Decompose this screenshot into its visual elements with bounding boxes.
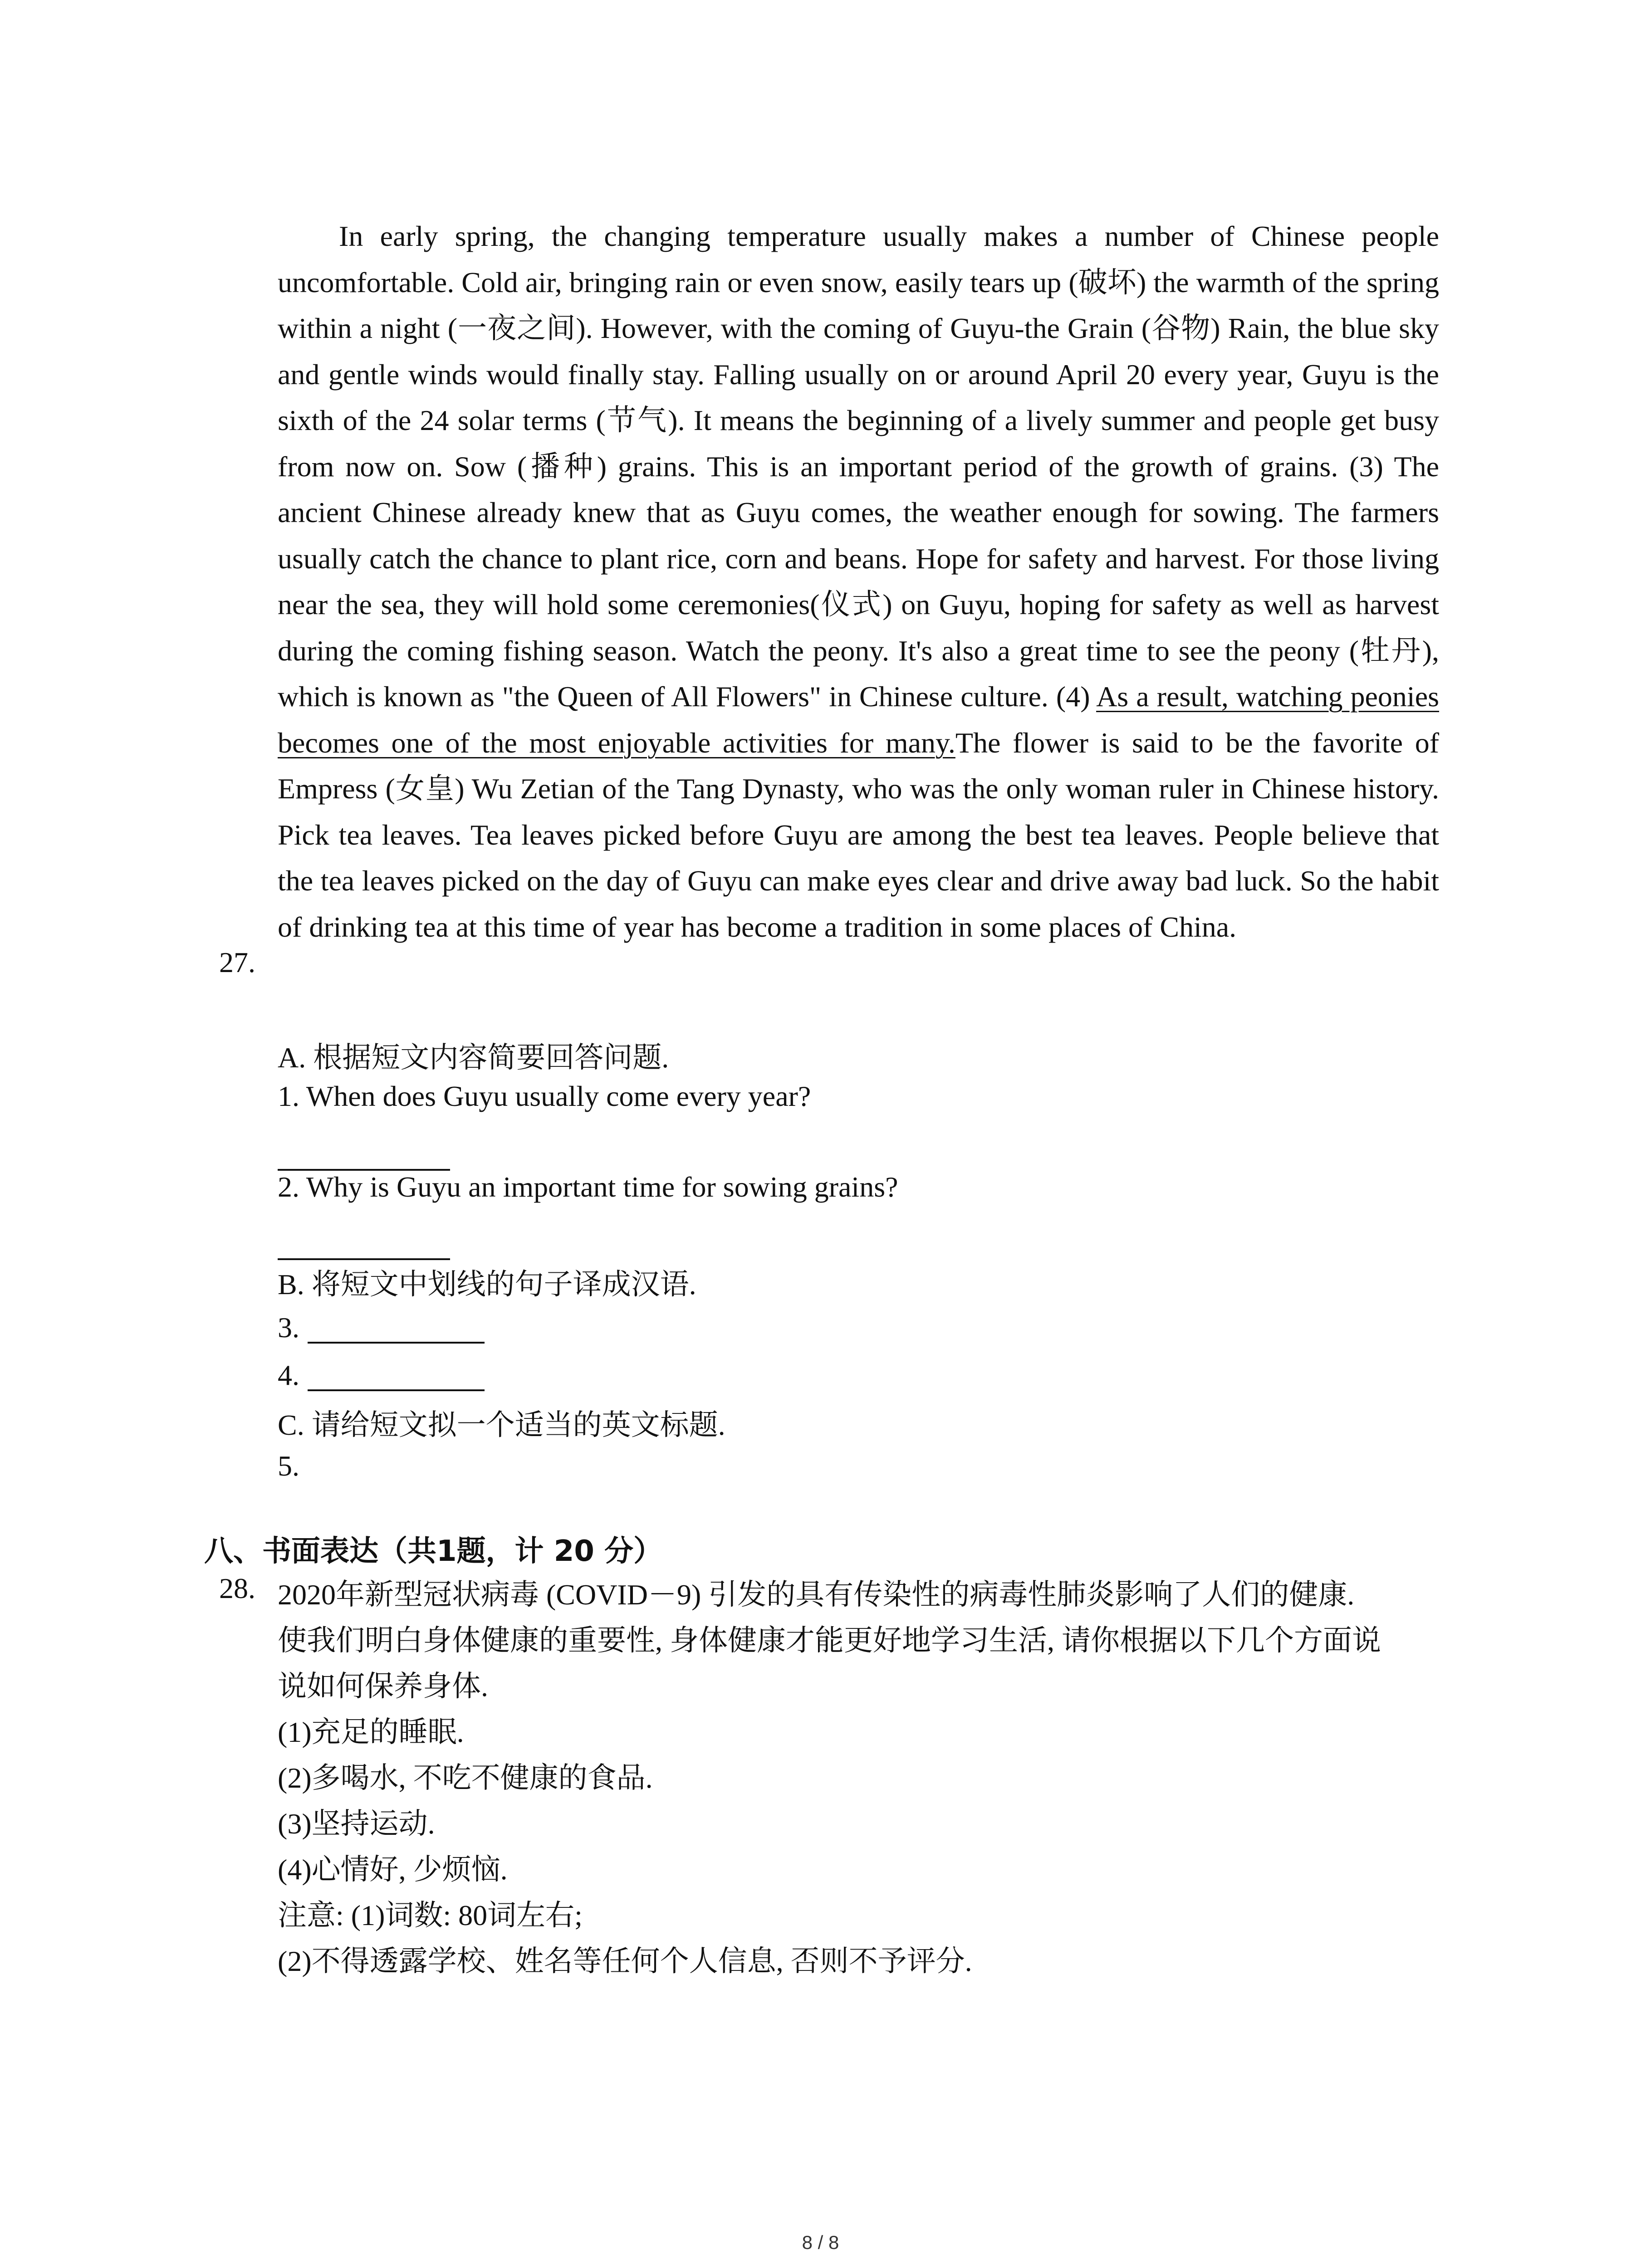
q28-line: 注意: (1)词数: 80词左右; <box>278 1899 583 1931</box>
question-5: 5. <box>278 1450 299 1482</box>
q28-line: (1)充足的睡眠. <box>278 1716 464 1748</box>
q27-number: 27. <box>219 946 255 978</box>
q28-line: (4)心情好, 少烦恼. <box>278 1853 508 1886</box>
passage-text-after-underline: The flower is said to be the favorite of Empress (女皇) Wu Zetian of the Tang Dynasty, who was the only woman ruler in Chinese history. Pick tea leaves. Tea leaves picked before Guyu are among the best tea leaves. People believe that the tea leaves picked on the day of Guyu can make eyes clear and drive away bad luck. So the habit of drinking tea at this time of year has become a tradition in some places of China. <box>278 726 1439 943</box>
q28-line: 说如何保养身体. <box>278 1670 488 1702</box>
section-8-title: 八、书面表达（共1题，计 20 分） <box>204 1535 663 1568</box>
part-a-instruction: A. 根据短文内容简要回答问题. <box>278 1041 669 1074</box>
answer-blank-3[interactable] <box>308 1342 485 1344</box>
question-4-number: 4. <box>278 1359 299 1391</box>
q28-line: (2)多喝水, 不吃不健康的食品. <box>278 1762 653 1794</box>
q28-line: 2020年新型冠状病毒 (COVID－9) 引发的具有传染性的病毒性肺炎影响了人们的健康. <box>278 1579 1355 1611</box>
passage-text-before-underline: In early spring, the changing temperature usually makes a number of Chinese people uncomfortable. Cold air, bringing rain or even snow, easily tears up (破坏) the warmth of the spring within a night (一夜之间). However, with the coming of Guyu-the Grain (谷物) Rain, the blue sky and gentle winds would finally stay. Falling usually on or around April 20 every year, Guyu is the sixth of the 24 solar terms (节气). It means the beginning of a lively summer and people get busy from now on. Sow (播种) grains. This is an important period of the growth of grains. (3) The ancient Chinese already knew that as Guyu comes, the weather enough for sowing. The farmers usually catch the chance to plant rice, corn and beans. Hope for safety and harvest. For those living near the sea, they will hold some ceremonies(仪式) on Guyu, hoping for safety as well as harvest during the coming fishing season. Watch the peony. It's also a great time to see the peony (牡丹), which is known as "the Queen of All Flowers" in Chinese culture. (4) <box>278 220 1439 713</box>
q28-number: 28. <box>219 1572 255 1604</box>
q28-line: (2)不得透露学校、姓名等任何个人信息, 否则不予评分. <box>278 1945 972 1977</box>
passage-underlined-sentence: As a result, watching peonies becomes one of the most enjoyable activities for many. <box>278 680 1440 759</box>
part-c-instruction: C. 请给短文拟一个适当的英文标题. <box>278 1409 725 1441</box>
question-4 <box>278 1359 485 1392</box>
q28-line: 使我们明白身体健康的重要性, 身体健康才能更好地学习生活, 请你根据以下几个方面说 <box>278 1624 1381 1657</box>
q28-line: (3)坚持运动. <box>278 1808 435 1840</box>
question-2: 2. Why is Guyu an important time for sowing grains? <box>278 1171 898 1203</box>
question-1: 1. When does Guyu usually come every year? <box>278 1080 811 1112</box>
q28-text <box>278 1572 1439 1984</box>
part-b-instruction: B. 将短文中划线的句子译成汉语. <box>278 1268 696 1300</box>
answer-blank-2[interactable] <box>278 1258 450 1260</box>
answer-blank-4[interactable] <box>308 1389 485 1391</box>
q27-passage <box>278 213 1439 950</box>
page-indicator: 8 / 8 <box>802 2232 839 2253</box>
question-3-number: 3. <box>278 1311 299 1344</box>
question-3 <box>278 1311 485 1344</box>
